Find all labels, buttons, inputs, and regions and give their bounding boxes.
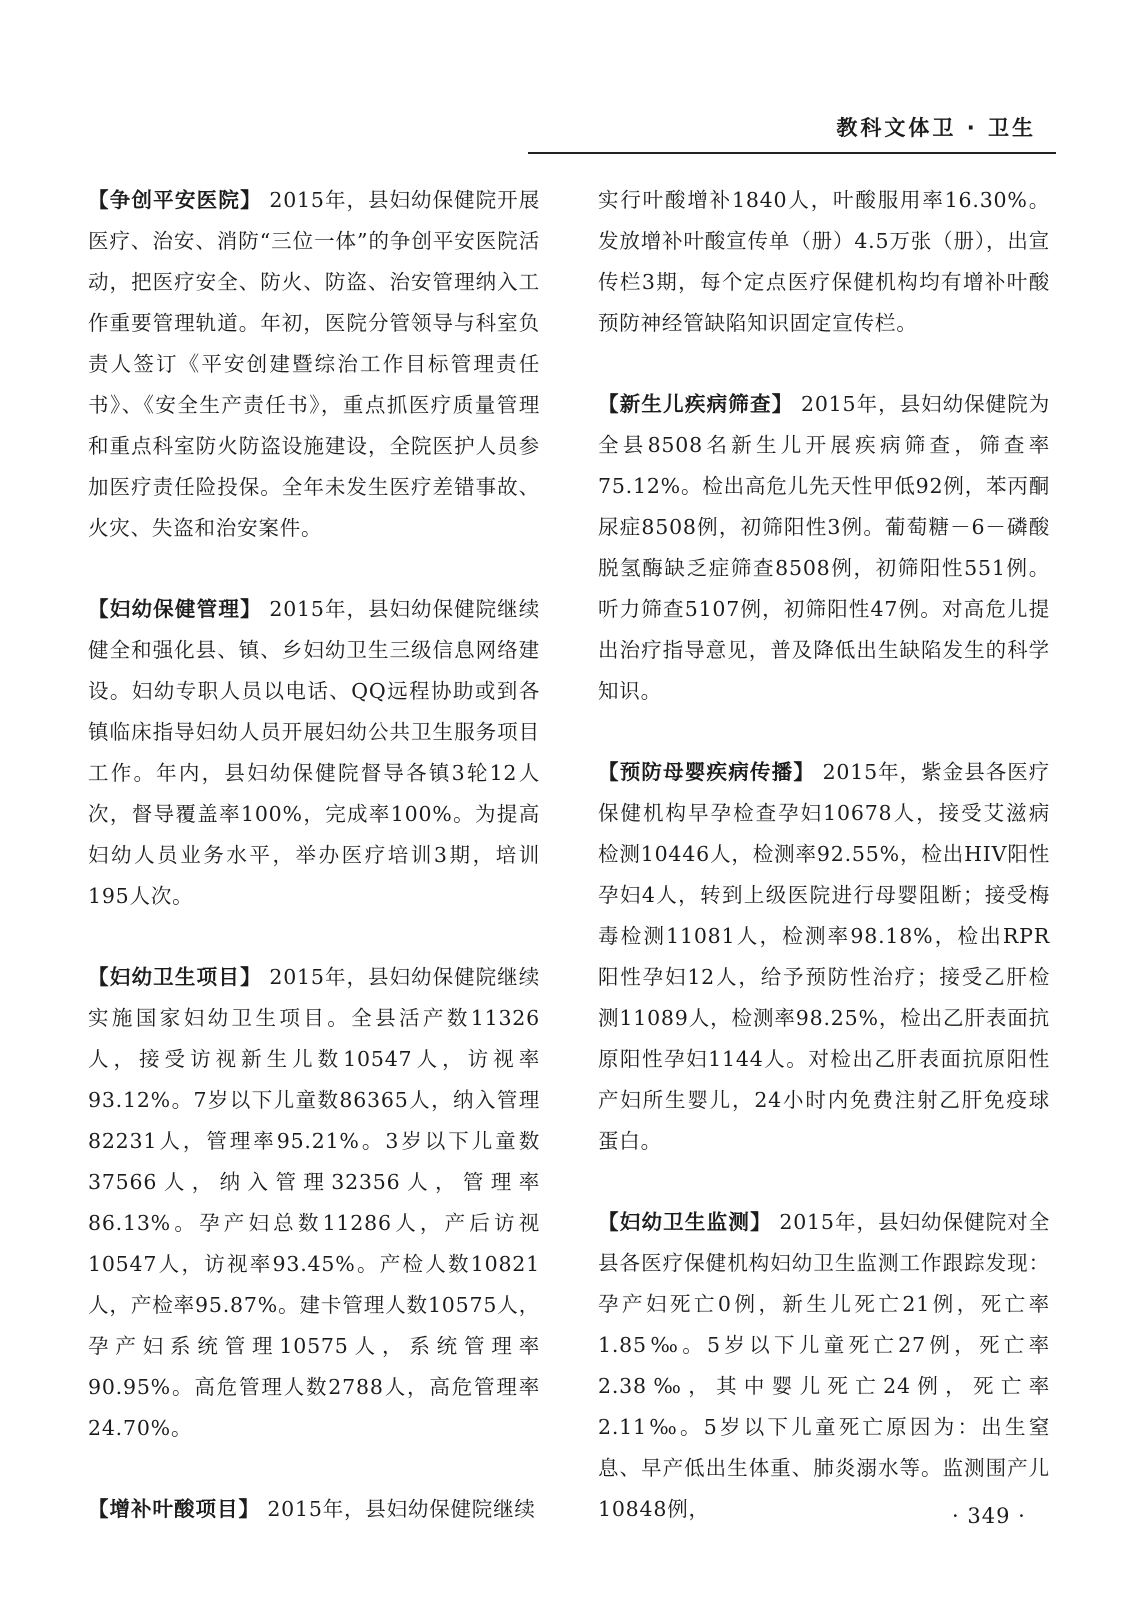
left-column <box>88 180 540 1570</box>
section-mother-child-transmission <box>598 752 1050 1162</box>
section-body: 2015年，县妇幼保健院继续实施国家妇幼卫生项目。全县活产数11326人，接受访视新生儿数10547人，访视率93.12%。7岁以下儿童数86365人，纳入管理82231人，管理率95.21%。3岁以下儿童数37566人，纳入管理32356人，管理率86.13%。孕产妇总数11286人，产后访视10547人，访视率93.45%。产检人数10821人，产检率95.87%。建卡管理人数10575人，孕产妇系统管理10575人，系统管理率90.95%。高危管理人数2788人，高危管理率24.70%。 <box>88 965 540 1440</box>
section-body: 2015年，县妇幼保健院对全县各医疗保健机构妇幼卫生监测工作跟踪发现：孕产妇死亡0例，新生儿死亡21例，死亡率1.85‰。5岁以下儿童死亡27例，死亡率2.38‰，其中婴儿死亡24例，死亡率2.11‰。5岁以下儿童死亡原因为：出生窒息、早产低出生体重、肺炎溺水等。监测围产儿10848例， <box>598 1210 1050 1521</box>
section-heading: 【新生儿疾病筛查】 <box>598 392 794 416</box>
right-column <box>598 180 1050 1570</box>
page-number: · 349 · <box>952 1504 1026 1528</box>
section-body: 2015年，紫金县各医疗保健机构早孕检查孕妇10678人，接受艾滋病检测10446人，检测率92.55%，检出HIV阳性孕妇4人，转到上级医院进行母婴阻断；接受梅毒检测11081人，检测率98.18%，检出RPR阳性孕妇12人，给予预防性治疗；接受乙肝检测11089人，检测率98.25%，检出乙肝表面抗原阳性孕妇1144人。对检出乙肝表面抗原阳性产妇所生婴儿，24小时内免费注射乙肝免疫球蛋白。 <box>598 760 1051 1153</box>
section-heading: 【预防母婴疾病传播】 <box>598 760 816 784</box>
section-body: 2015年，县妇幼保健院继续健全和强化县、镇、乡妇幼卫生三级信息网络建设。妇幼专职人员以电话、QQ远程协助或到各镇临床指导妇幼人员开展妇幼公共卫生服务项目工作。年内，县妇幼保健院督导各镇3轮12人次，督导覆盖率100%，完成率100%。为提高妇幼人员业务水平，举办医疗培训3期，培训195人次。 <box>88 597 540 908</box>
section-body: 2015年，县妇幼保健院为全县8508名新生儿开展疾病筛查，筛查率75.12%。检出高危儿先天性甲低92例，苯丙酮尿症8508例，初筛阳性3例。葡萄糖－6－磷酸脱氢酶缺乏症筛查8508例，初筛阳性551例。听力筛查5107例，初筛阳性47例。对高危儿提出治疗指导意见，普及降低出生缺陷发生的科学知识。 <box>598 392 1051 703</box>
running-header: 教科文体卫 · 卫生 <box>836 116 1036 140</box>
section-heading: 【妇幼卫生监测】 <box>598 1210 772 1234</box>
section-folic-acid <box>88 1489 540 1530</box>
section-maternal-child-project <box>88 957 540 1449</box>
section-body: 实行叶酸增补1840人，叶酸服用率16.30%。发放增补叶酸宣传单（册）4.5万张（册），出宣传栏3期，每个定点医疗保健机构均有增补叶酸预防神经管缺陷知识固定宣传栏。 <box>598 188 1050 335</box>
section-newborn-screening <box>598 384 1050 712</box>
section-body: 2015年，县妇幼保健院继续 <box>267 1497 536 1521</box>
section-safe-hospital <box>88 180 540 549</box>
section-body: 2015年，县妇幼保健院开展医疗、治安、消防“三位一体”的争创平安医院活动，把医疗安全、防火、防盗、治安管理纳入工作重要管理轨道。年初，医院分管领导与科室负责人签订《平安创建暨综治工作目标管理责任书》、《安全生产责任书》，重点抓医疗质量管理和重点科室防火防盗设施建设，全院医护人员参加医疗责任险投保。全年未发生医疗差错事故、火灾、失盗和治安案件。 <box>88 188 540 540</box>
section-maternal-child-management <box>88 589 540 917</box>
section-heading: 【增补叶酸项目】 <box>88 1497 260 1521</box>
section-heading: 【妇幼保健管理】 <box>88 597 262 621</box>
section-maternal-child-monitoring <box>598 1202 1050 1530</box>
section-folic-acid-continued <box>598 180 1050 344</box>
section-heading: 【争创平安医院】 <box>88 188 262 212</box>
header-rule <box>528 152 1056 154</box>
section-heading: 【妇幼卫生项目】 <box>88 965 262 989</box>
